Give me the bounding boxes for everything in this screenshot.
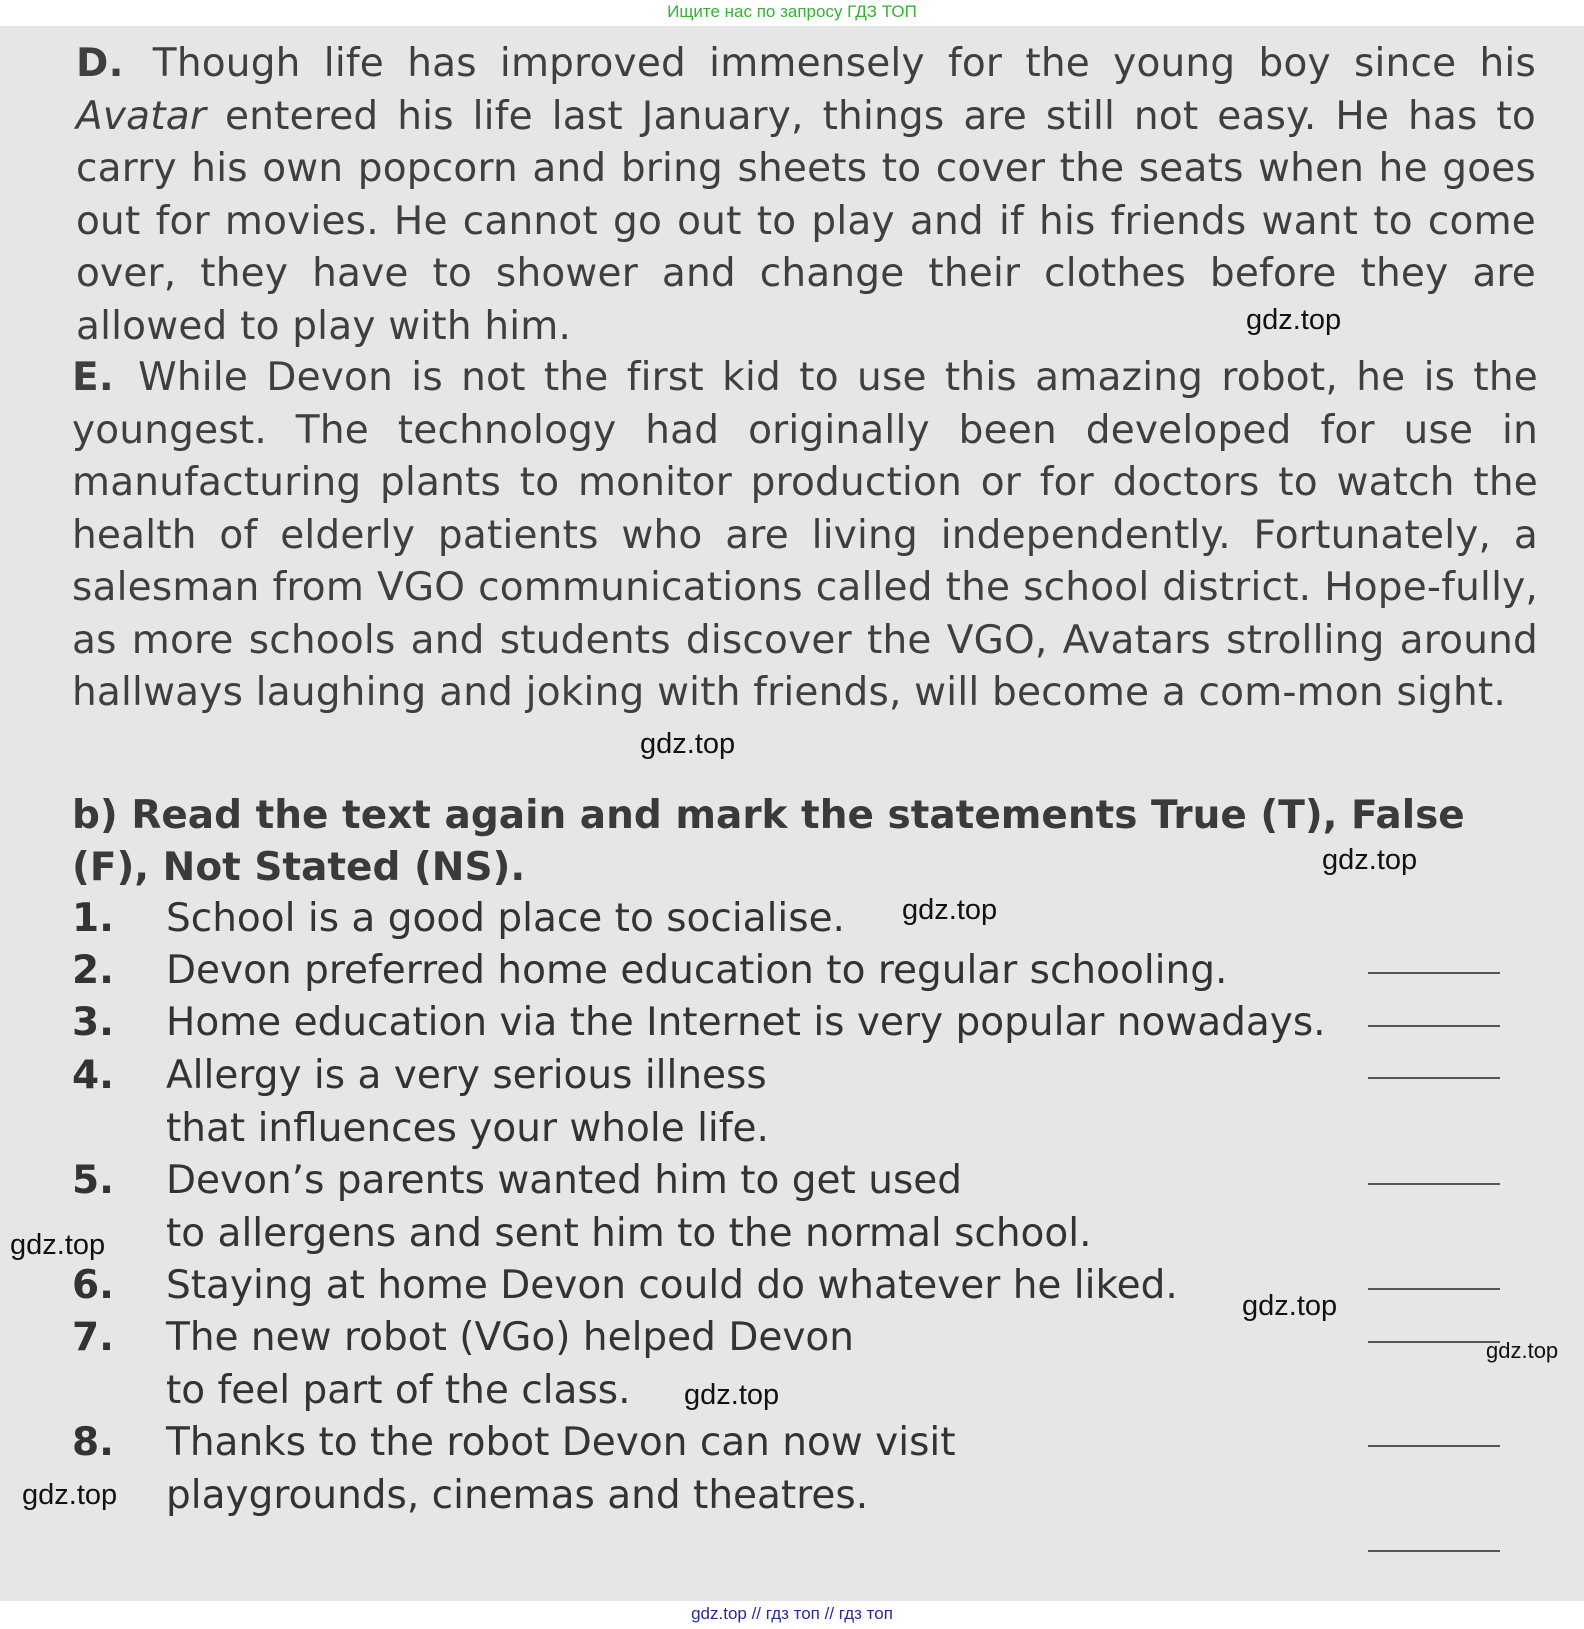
statement-item [72, 892, 1542, 945]
bottom-banner[interactable]: gdz.top // гдз топ // гдз топ [0, 1601, 1584, 1629]
statement-text: The new robot (VGo) helped Devon [166, 1315, 855, 1360]
statement-text: School is a good place to socialise. [166, 896, 845, 941]
answer-blank-5[interactable] [1368, 1288, 1500, 1290]
paragraph-text: Though life has improved immensely for the young boy since his [152, 41, 1536, 86]
answer-blank-7[interactable] [1368, 1445, 1500, 1447]
statement-number: 6. [72, 1263, 114, 1308]
statement-number: 1. [72, 896, 114, 941]
top-banner[interactable]: Ищите нас по запросу ГДЗ ТОП [0, 0, 1584, 26]
paragraph-text: entered his life last January, things are still not easy. He has to carry his own popcorn and bring sheets to cover the seats when he goes out for movies. He cannot go out to play and if his friends want to come over, they have to shower and change their clothes before they are allowed to play with him. [76, 93, 1536, 349]
watermark: gdz.top [902, 894, 998, 926]
watermark: gdz.top [640, 728, 736, 760]
paragraph-letter: E. [72, 355, 114, 400]
statement-text: to feel part of the class. [166, 1368, 631, 1413]
answer-blank-4[interactable] [1368, 1183, 1500, 1185]
statement-text: to allergens and sent him to the normal school. [166, 1211, 1092, 1256]
statement-text: Home education via the Internet is very popular nowadays. [166, 1000, 1326, 1045]
statement-number: 7. [72, 1315, 114, 1360]
statement-number: 5. [72, 1158, 114, 1203]
answer-blank-2[interactable] [1368, 1025, 1500, 1027]
statement-text: Devon preferred home education to regular schooling. [166, 948, 1228, 993]
answer-blank-1[interactable] [1368, 972, 1500, 974]
task-heading: b) Read the text again and mark the statements True (T), False (F), Not Stated (NS). [72, 793, 1465, 890]
statement-number: 4. [72, 1053, 114, 1098]
paragraph-e [72, 352, 1538, 720]
watermark: gdz.top [1322, 844, 1418, 876]
statement-number: 3. [72, 1000, 114, 1045]
statement-number: 2. [72, 948, 114, 993]
answer-blank-6[interactable] [1368, 1341, 1500, 1343]
statement-text: that influences your whole life. [166, 1106, 769, 1151]
statement-text: Allergy is a very serious illness [166, 1053, 767, 1098]
statement-text: Staying at home Devon could do whatever he liked. [166, 1263, 1178, 1308]
answer-blank-3[interactable] [1368, 1077, 1500, 1079]
watermark: gdz.top [1246, 304, 1342, 336]
statement-item [72, 1049, 1542, 1155]
statement-item [72, 1154, 1542, 1260]
statement-text: Thanks to the robot Devon can now visit [166, 1420, 956, 1465]
watermark: gdz.top [1242, 1290, 1338, 1322]
watermark: gdz.top [684, 1379, 780, 1411]
italic-word: Avatar [76, 93, 207, 139]
textbook-page [0, 26, 1584, 1601]
statement-item [72, 944, 1542, 997]
statement-item [72, 1416, 1542, 1522]
watermark: gdz.top [10, 1229, 106, 1261]
statement-item [72, 1311, 1542, 1417]
watermark: gdz.top [22, 1479, 118, 1511]
statement-number: 8. [72, 1420, 114, 1465]
statement-item [72, 996, 1542, 1049]
paragraph-letter: D. [76, 41, 124, 86]
watermark: gdz.top [1486, 1338, 1559, 1363]
answer-blank-8[interactable] [1368, 1550, 1500, 1552]
paragraph-text: While Devon is not the first kid to use this amazing robot, he is the youngest. The technology had originally been developed for use in manufacturing plants to monitor production or for doctors to watch the health of elderly patients who are living independently. Fortunately, a salesman from VGO communications called the school district. Hope-fully, as more schools and students discover the VGO, Avatars strolling around hallways laughing and joking with friends, will become a com-mon sight. [72, 355, 1538, 715]
statement-text: playgrounds, cinemas and theatres. [166, 1473, 869, 1518]
statement-text: Devon’s parents wanted him to get used [166, 1158, 963, 1203]
